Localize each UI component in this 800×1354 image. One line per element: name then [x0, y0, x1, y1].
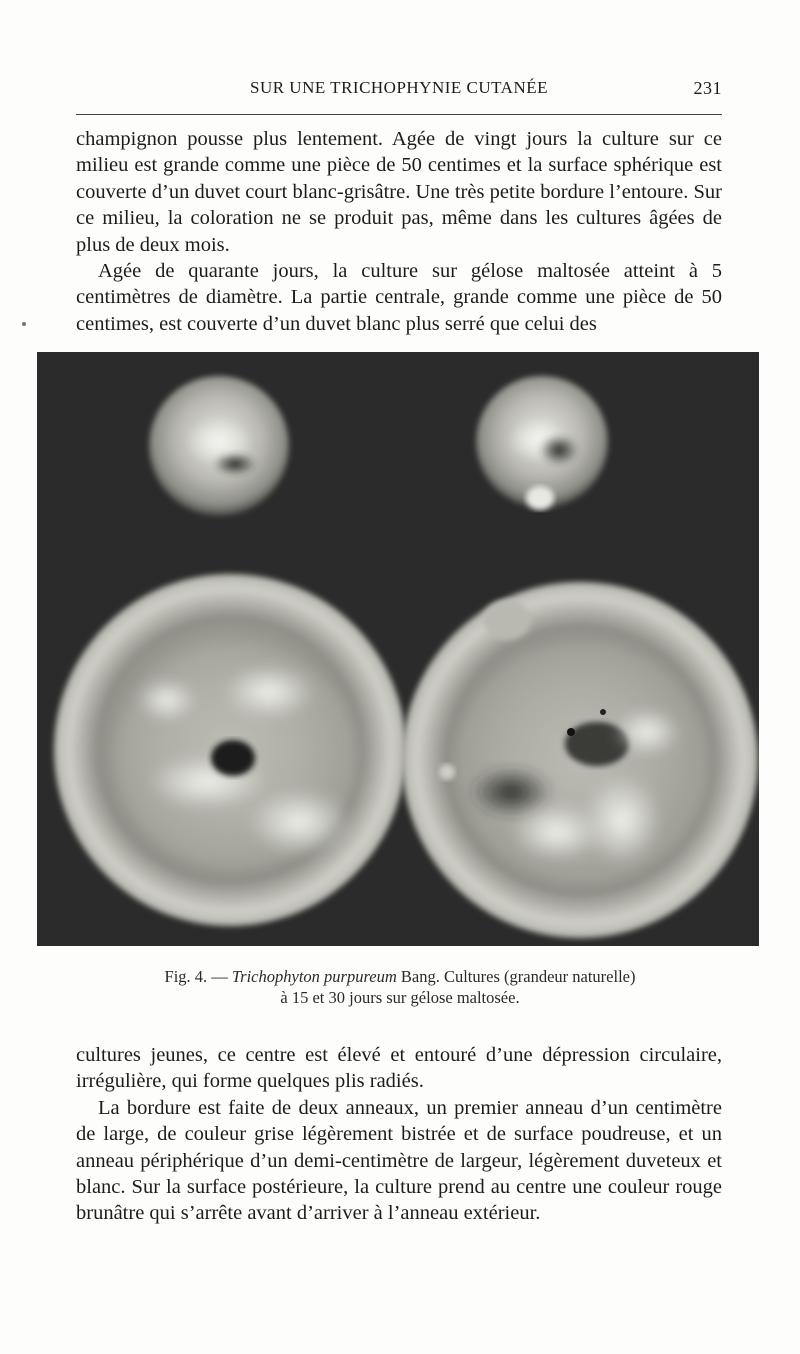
body-text-top: [76, 126, 722, 337]
running-head: [76, 74, 722, 102]
figure-caption: [90, 966, 710, 1008]
margin-speck: [22, 322, 26, 326]
culture-large-right: [402, 582, 758, 938]
page-number: 231: [693, 78, 722, 98]
paragraph: Agée de quarante jours, la culture sur gélose maltosée atteint à 5 centimètres de diamètre. La partie centrale, grande comme une pièce de 50 centimes, est couverte d’un duvet blanc plus serré que celui des: [76, 260, 722, 335]
caption-text: Bang. Cultures (grandeur naturelle): [396, 967, 636, 986]
running-title: SUR UNE TRICHOPHYNIE CUTANÉE: [249, 78, 549, 97]
figure-photograph: [37, 352, 759, 946]
body-text-bottom: [76, 1042, 722, 1227]
culture-photo: [37, 352, 759, 946]
caption-line-1: [90, 966, 710, 987]
caption-species: Trichophyton purpureum: [231, 967, 397, 986]
culture-large-left: [54, 574, 406, 926]
paragraph: La bordure est faite de deux anneaux, un premier anneau d’un centimètre de large, de couleur grise légèrement bistrée et de surface poudreuse, et un anneau périphérique d’un demi-centimètre de largeur, légèrement duveteux et blanc. Sur la surface postérieure, la culture prend au centre une couleur rouge brunâtre qui s’arrête avant d’arriver à l’anneau extérieur.: [76, 1096, 722, 1225]
culture-small-left: [149, 376, 289, 516]
paragraph: champignon pousse plus lentement. Agée de vingt jours la culture sur ce milieu est grande comme une pièce de 50 centimes et la surface sphérique est couverte d’un duvet court blanc-grisâtre. Une très petite bordure l’entoure. Sur ce milieu, la coloration ne se produit pas, même dans les cultures âgées de plus de deux mois.: [76, 128, 722, 256]
paragraph: cultures jeunes, ce centre est élevé et entouré d’une dépression circulaire, irrégulière, qui forme quelques plis radiés.: [76, 1044, 722, 1093]
header-rule: [76, 114, 722, 115]
caption-line-2: à 15 et 30 jours sur gélose maltosée.: [280, 988, 520, 1007]
caption-label: Fig. 4. —: [164, 967, 232, 986]
